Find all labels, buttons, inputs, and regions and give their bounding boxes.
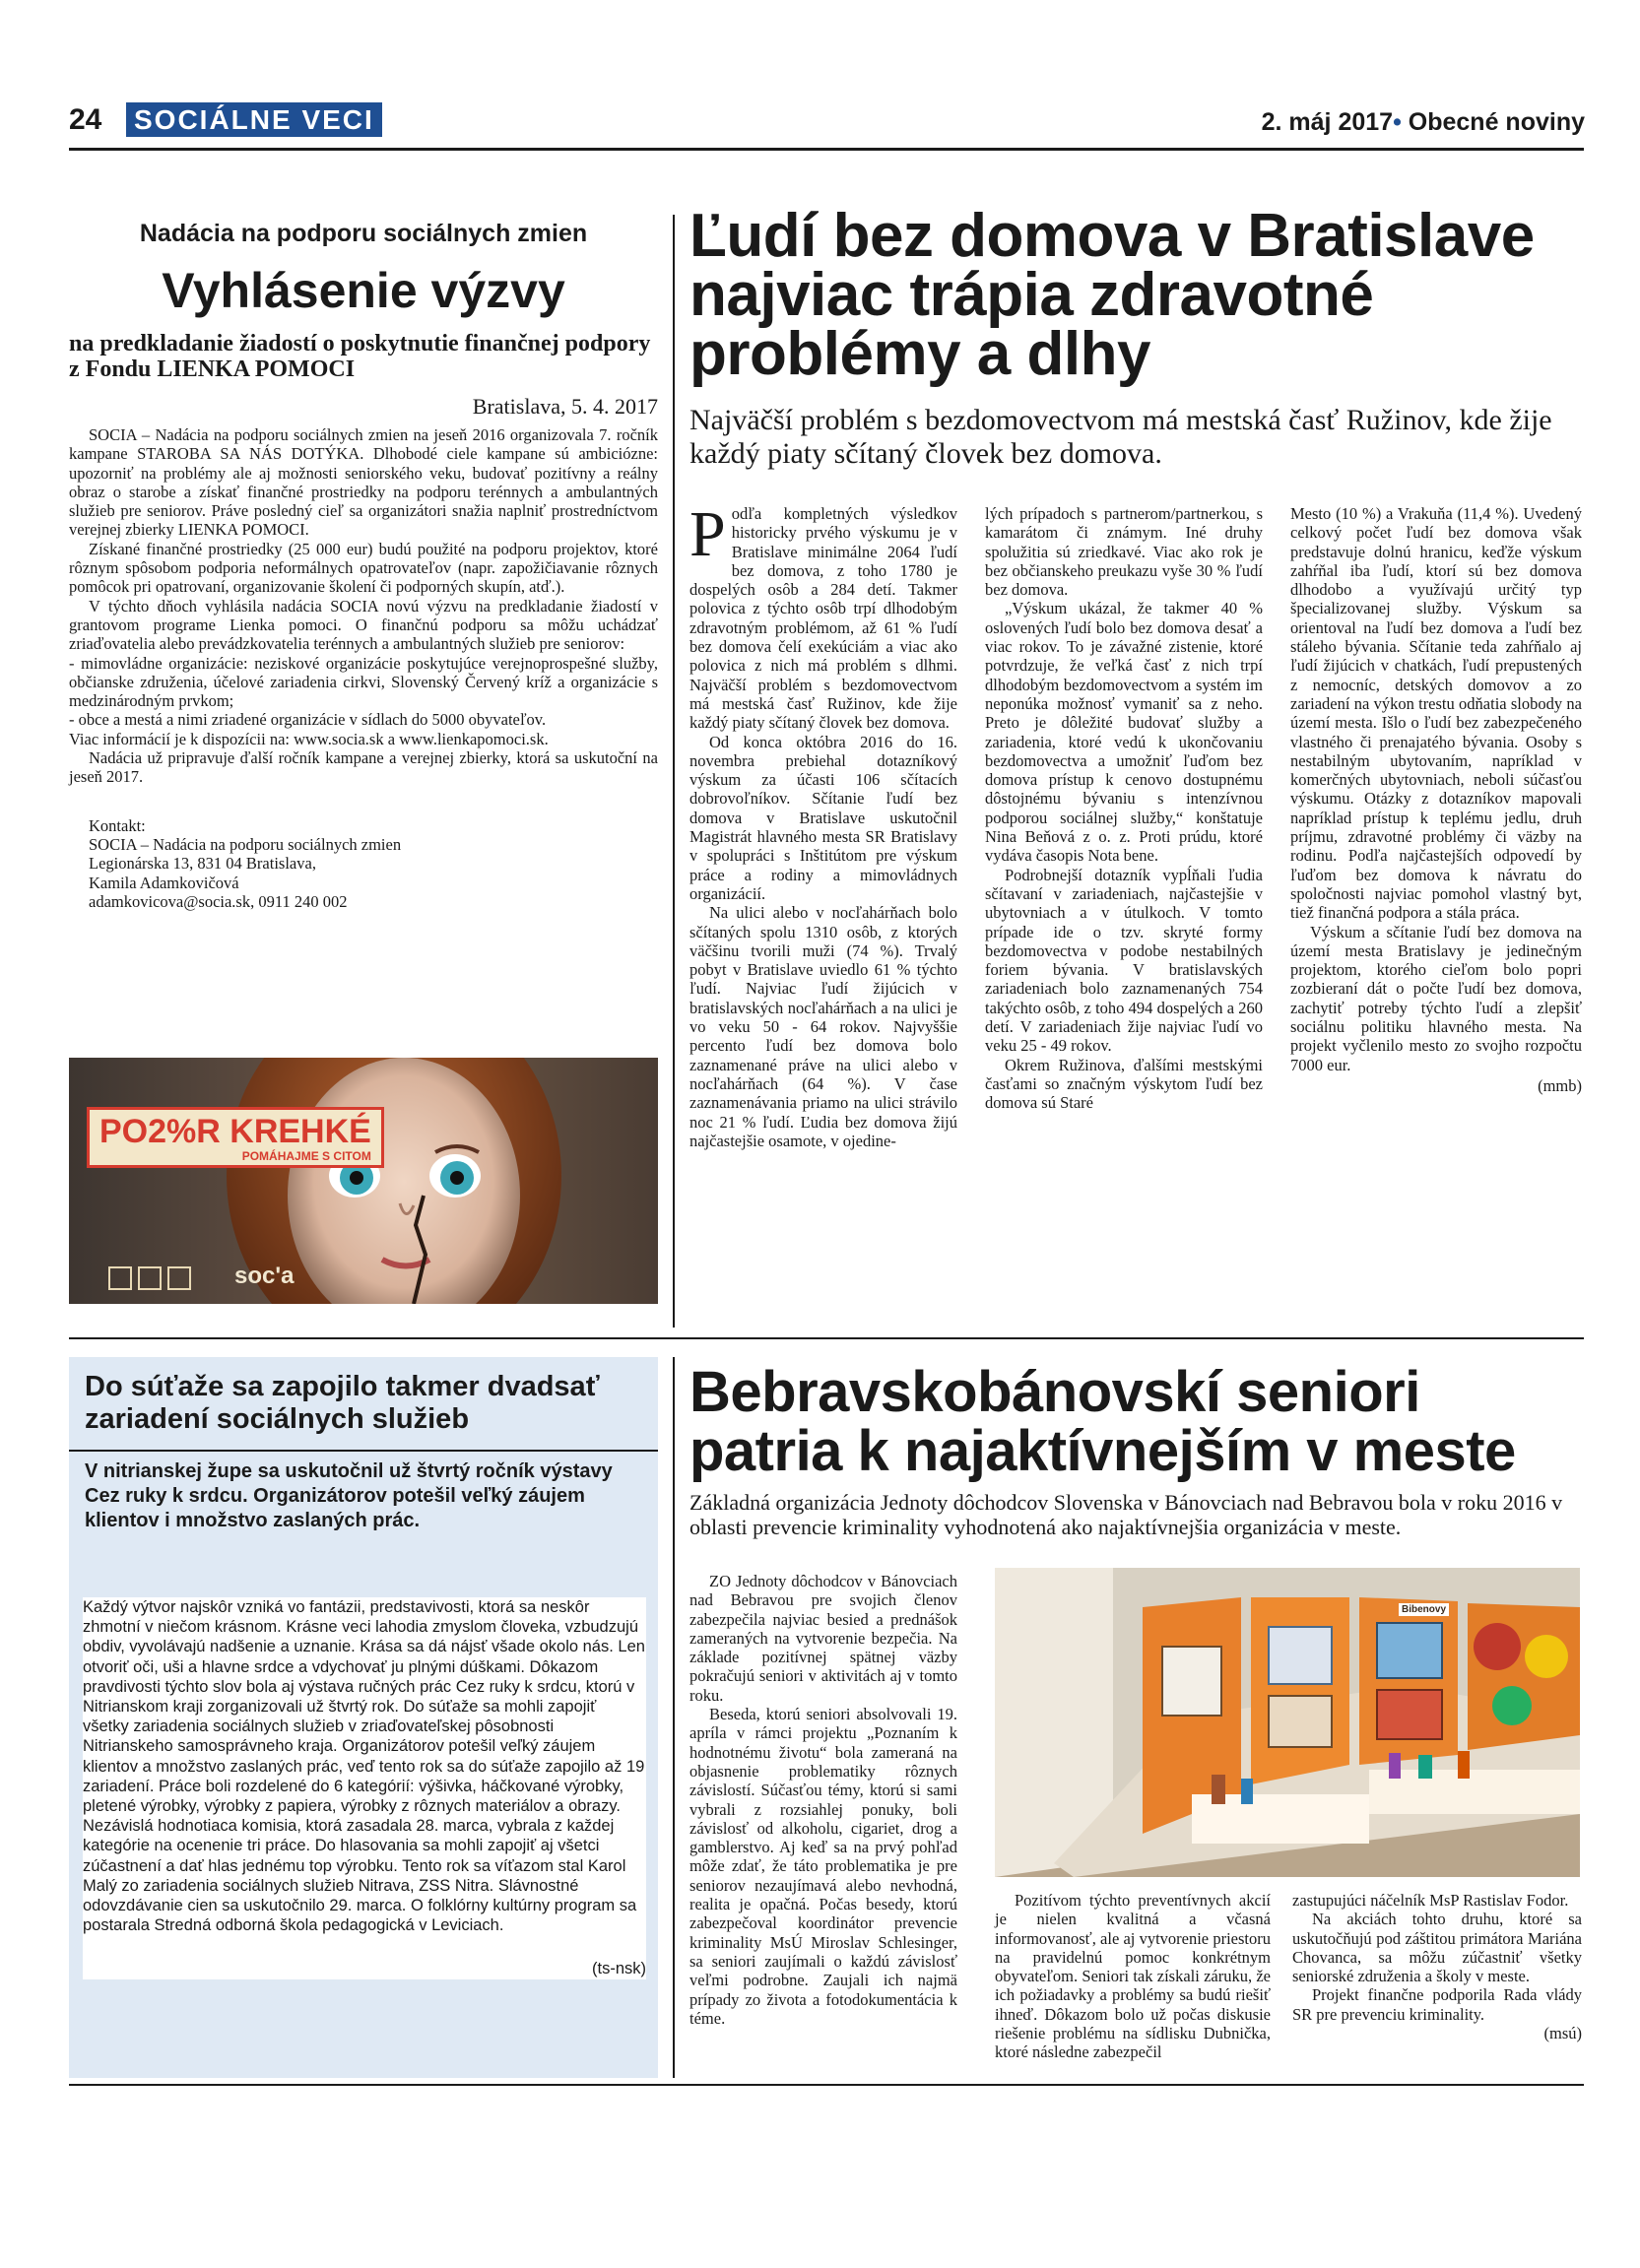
call-title: Vyhlásenie výzvy [162,263,565,318]
homeless-paragraph: Od konca októbra 2016 do 16. novembra prebiehal dotazníkový výskum za účasti 106 sčítacích dobrovoľníkov. Sčítanie ľudí bez domova v Bratislave uskutočnil Magistrát hlavného mesta SR Bratislavy v spolupráci s Inštitútom pre výskum práce a rodiny a mimovládnych organizácií. [689,732,957,903]
seniors-col-2 [995,1891,1271,2062]
exhibition-drawing [995,1568,1580,1877]
homeless-col-3 [1290,504,1582,1095]
issue-date: 2. máj 2017 [1261,108,1394,136]
campaign-ad-image [69,1058,658,1304]
contest-rule [69,1450,658,1452]
contest-paragraph: Každý výtvor najskôr vzniká vo fantázii, predstavivosti, ktorá sa neskôr zhmotní v niečom krásnom. Krásne veci lahodia zmyslom človeka, vzbudzujú obdiv, vyvolávajú nadšenie a uznanie. Krása sa dá nájsť všade okolo nás. Len otvoriť oči, uši a hlavne srdce a vdychovať ju plnými dúškami. Dôkazom pravdivosti týchto slov bola aj výstava ručných prác Cez ruky k srdcu, ktorú v Nitrianskom kraji zorganizovali už štvrtý rok. Do súťaže sa mohli zapojiť všetky zariadenia sociálnych služieb v zriaďovateľskej pôsobnosti Nitrianskeho samosprávneho kraja. Organizátorov potešil veľký záujem klientov a množstvo zaslaných prác, veď tento rok sa do súťaže zapojilo až 19 zariadení. Práce boli rozdelené do 6 kategórií: výšivka, háčkované výrobky, pletené výrobky, výrobky z papiera, výrobky z rôznych materiálov a obrazy. [83,1598,645,1816]
headline-line: Bebravskobánovskí seniori [689,1360,1420,1424]
call-paragraph: V týchto dňoch vyhlásila nadácia SOCIA novú výzvu na predkladanie žiadostí v grantovom programe Lienka pomoci. O finančnú podporu sa môžu uchádzať zriaďovatelia alebo prevádzkovatelia terénnych a ambulantných služieb pre seniorov: [69,596,658,654]
contact-line: Kontakt: [89,815,146,835]
headline-line: problémy a dlhy [689,320,1150,388]
seniors-headline [689,1360,1586,1483]
page-number: 24 [69,103,102,136]
contest-signature: (ts-nsk) [592,1960,646,1978]
ad-slogan: PO2%R KREHKÉ [99,1113,371,1150]
contact-line: adamkovicova@socia.sk, 0911 240 002 [89,891,348,911]
homeless-deck: Najväčší problém s bezdomovectvom má mestská časť Ružinov, kde žije každý piaty sčítaný človek bez domova. [689,404,1552,470]
homeless-paragraph: lých prípadoch s partnerom/partnerkou, s kamarátom či známym. Iné druhy spolužitia sú zriedkavé. Viac ako rok je bez občianskeho preukazu vyše 30 % ľudí bez domova. [985,504,1263,600]
header-rule [69,148,1584,151]
masthead-right [1262,108,1585,137]
seniors-signature: (msú) [1543,2024,1582,2043]
contest-lead: V nitrianskej župe sa uskutočnil už štvrtý ročník výstavy Cez ruky k srdcu. Organizátorov potešil veľký záujem klientov i množstvo zaslaných prác. [85,1460,613,1531]
homeless-signature: (mmb) [1538,1075,1582,1095]
call-info: Viac informácií je k dispozícii na: www.socia.sk a www.lienkapomoci.sk. [69,729,549,748]
seniors-col-3 [1292,1891,1582,2042]
drop-cap: P [689,498,726,570]
seniors-col-1 [689,1572,957,2028]
headline-line: patria k najaktívnejším v meste [689,1419,1516,1483]
contact-line: SOCIA – Nadácia na podporu sociálnych zmien [89,834,402,854]
homeless-paragraph: Okrem Ružinova, ďalšími mestskými časťami so značným výskytom ľudí bez domova sú Staré [985,1055,1263,1113]
seniors-paragraph: Pozitívom týchto preventívnych akcií je nielen kvalitná a včasná informovanosť, ale aj vytvorenie priestoru na pravidelnú pomoc konkrétnym obyvateľom. Seniori tak získali záruku, že ich požiadavky a problémy sa budú riešiť ihneď. Dôkazom bolo už počas diskusie riešenie problému na sídlisku Dubnička, ktoré následne zabezpečil [995,1891,1271,2062]
headline-line: najviac trápia zdravotné [689,261,1374,329]
home-icon [167,1266,191,1290]
homeless-paragraph: Výskum a sčítanie ľudí bez domova na území mesta Bratislavy je jedinečným projektom, ktorého cieľom bolo popri zozbieraní dát o počte ľudí bez domova, zachytiť potreby týchto ľudí a zlepšiť sociálnu politiku hlavného mesta. Na projekt vyčlenilo mesto zo svojho rozpočtu 7000 eur. [1290,922,1582,1074]
column-divider-bottom [673,1357,675,2078]
homeless-col-1 [689,498,957,1150]
contest-box [69,1357,658,2078]
contest-paragraph: Nezávislá hodnotiaca komisia, ktorá zasadala 28. marca, vybrala z každej kategórie na ocenenie tri práce. Do hlasovania sa mohli zapojiť aj všetci zúčastnení a dať hlas jednému top výrobku. Tento rok sa víťazom stal Karol Malý zo zariadenia sociálnych služieb Nitrava, ZSS Nitra. Slávnostné odovzdávanie cien sa uskutočnilo 29. marca. O folklórny kultúrny program sa postarala Stredná odborná škola pedagogická v Leviciach. [83,1817,637,1935]
ad-slogan-box [87,1107,384,1168]
footer-rule [69,2084,1584,2086]
homeless-paragraph: Na ulici alebo v nocľahárňach bolo sčítaných spolu 1310 osôb, z ktorých väčšinu tvorili muži (74 %). Trvalý pobyt v Bratislave uviedlo 61 % týchto ľudí. Najviac ľudí žijúcich v bratislavských nocľahárňach a na ulici je vo veku 50 - 64 rokov. Najvyššie percento ľudí bez domova bolo zaznamenané práve na ulici alebo v nocľahárňach (64 %). V čase zaznamenávania priamo na ulici strávilo noc 21 % ľudí. Ľudia bez domova žijú najčastejšie osamote, v ojedine- [689,903,957,1150]
seniors-paragraph: ZO Jednoty dôchodcov v Bánovciach nad Bebravou pre svojich členov zabezpečila najviac besied a prednášok zameraných na vytvorenie bezpečia. Na základe pozitívnej spätnej väzby pokračujú seniori v aktivitách aj v tomto roku. [689,1572,957,1705]
call-org-title: Nadácia na podporu sociálnych zmien [139,220,588,247]
ad-slogan-sub: POMÁHAJME S CITOM [241,1149,371,1163]
call-list-item: - obce a mestá a nimi zriadené organizácie v sídlach do 5000 obyvateľov. [69,710,547,730]
call-closing: Nadácia už pripravuje ďalší ročník kampane a verejnej zbierky, ktorá sa uskutoční na jeseň 2017. [69,748,658,787]
section-divider [69,1337,1584,1339]
care-icon [138,1266,162,1290]
call-paragraph: SOCIA – Nadácia na podporu sociálnych zmien na jeseň 2016 organizovala 7. ročník kampane STAROBA SA NÁS DOTÝKA. Dlhobodé ciele kampane sú ambiciózne: upozorniť na problémy ale aj možnosti seniorského veku, budovať pozitívny a reálny obraz o starobe a získať finančné prostriedky na podporu terénnych a ambulantných služieb pre seniorov. Práve posledný cieľ sa organizátori snažia naplniť prostredníctvom verejnej zbierky LIENKA POMOCI. [69,425,658,540]
homeless-headline [689,202,1586,388]
ad-icon-row [108,1266,191,1290]
homeless-paragraph: odľa kompletných výsledkov historicky prvého výskumu je v Bratislave minimálne 2064 ľudí bez domova, z toho 1780 je dospelých osôb a 284 detí. Takmer polovica z týchto osôb trpí dlhodobým zdravotným problémom, až 61 % ľudí bez domova čelí exekúciám a viac ako polovica z nich má problém s dlhmi. Najväčší problém s bezdomovectvom má mestská časť Ružinov, kde žije každý piaty sčítaný človek bez domova. [689,504,957,733]
column-divider-top [673,215,675,1328]
call-article [69,219,658,911]
seniors-deck: Základná organizácia Jednoty dôchodcov Slovenska v Bánovciach nad Bebravou bola v roku 2016 v oblasti prevencie kriminality vyhodnotená ako najaktívnejšia organizácia v meste. [689,1490,1563,1539]
elder-icon [108,1266,132,1290]
call-list-item: - mimovládne organizácie: neziskové organizácie poskytujúce verejnoprospešné služby, občianske združenia, účelové zariadenia cirkvi, Slovenský Červený kríž a organizácie s medzinárodným prvkom; [69,653,658,711]
homeless-paragraph: Podrobnejší dotazník vypĺňali ľudia sčítavaní v zariadeniach, najčastejšie v ubytovniach a v útulkoch. V tomto prípade ide o tzv. skryté formy bezdomovectva v podobe nestabilných foriem bývania. V bratislavských zariadeniach bolo zaznamenaných 754 takýchto osôb, z toho 494 dospelých a 260 detí. V zariadeniach žije najviac ľudí vo veku 25 - 49 rokov. [985,865,1263,1056]
homeless-col-2 [985,504,1263,1113]
ad-logo: soc'a [234,1263,295,1289]
contact-line: Legionárska 13, 831 04 Bratislava, [89,854,316,874]
call-dateline: Bratislava, 5. 4. 2017 [472,394,658,419]
seniors-paragraph: Projekt finančne podporila Rada vlády SR pre prevenciu kriminality. [1292,1985,1582,2024]
call-contact [69,816,658,911]
date-bullet: • [1393,108,1402,136]
call-paragraph: Získané finančné prostriedky (25 000 eur) budú použité na podporu projektov, ktoré rôznym spôsobom podporia neformálnych opatrovateľov (napr. zapožičiavanie rôznych pomôcok pri opatrovaní, organizovanie školení či podporných skupín, atď.). [69,539,658,597]
publication-name: Obecné noviny [1408,108,1585,136]
contest-headline: Do súťaže sa zapojilo takmer dvadsať zariadení sociálnych služieb [85,1371,600,1435]
homeless-paragraph: Mesto (10 %) a Vrakuňa (11,4 %). Uvedený celkový počet ľudí bez domova však predstavuje dolnú hranicu, keďže výskum zahŕňal iba ľudí, ktorí sú bez domova dlhodobo a využívajú určitý typ špecializovanej služby. Výskum sa orientoval na ľudí bez domova a ľudí bez stáleho bývania. Sčítanie teda zahŕňalo aj ľudí žijúcich v chatkách, ľudí prepustených z nemocníc, detských domovov a zo zariadení na výkon trestu odňatia slobody na území mesta. Išlo o ľudí bez zabezpečeného vlastného či prenajatého bývania. Osoby s nestabilným ubytovaním, napríklad v komerčných ubytovniach, neboli súčasťou výskumu. Otázky z dotazníkov mapovali napríklad prístup k teplému jedlu, druh príjmu, zdravotné problémy či väzby na rodinu. Podľa najčastejších odpovedí by ľuďom bez domova k návratu do spoločnosti najviac pomohol vlastný byt, tiež finančná podpora a stála práca. [1290,504,1582,923]
call-body [69,425,658,787]
seniors-paragraph: zastupujúci náčelník MsP Rastislav Fodor. [1292,1891,1569,1910]
contest-body [83,1597,646,1979]
headline-line: Ľudí bez domova v Bratislave [689,202,1535,270]
contact-line: Kamila Adamkovičová [89,873,239,892]
seniors-paragraph: Beseda, ktorú seniori absolvovali 19. apríla v rámci projektu „Poznaním k hodnotnému životu“ bola zameraná na objasnenie problematiky rôznych závislostí. Súčasťou témy, ktorú si sami vybrali z rozsiahlej ponuky, boli závislosť od alkoholu, cigariet, drog a gamblerstvo. Aj keď sa na prvý pohľad môže zdať, že táto problematika je pre seniorov nezaujímavá alebo nevhodná, realita je opačná. Počas besedy, ktorú zabezpečoval koordinátor prevencie kriminality MsÚ Miroslav Schlesinger, sa seniori zaujímali o každú závislosť veľmi podrobne. Zaujali ich najmä prípady zo života a fotodokumentácia k téme. [689,1705,957,2028]
section-label: SOCIÁLNE VECI [126,102,382,137]
exhibition-sign: Bibenovy [1399,1603,1449,1616]
exhibition-photo [995,1568,1580,1877]
homeless-paragraph: „Výskum ukázal, že takmer 40 % oslovených ľudí bolo bez domova desať a viac rokov. To je závažné zistenie, ktoré potvrdzuje, že veľká časť z nich trpí dlhodobým bezdomovectvom a systém im neponúka možnosť vymaniť sa z neho. Preto je dôležité budovať služby a zariadenia, ktoré vedú k ukončovaniu bezdomovectva a umožniť ľuďom bez domova prístup k cenovo dostupnému dôstojnému bývaniu s intenzívnou podporou sociálnej služby,“ konštatuje Nina Beňová z o. z. Proti prúdu, ktoré vydáva časopis Nota bene. [985,599,1263,866]
seniors-paragraph: Na akciách tohto druhu, ktoré sa uskutočňujú pod záštitou primátora Mariána Chovanca, sa môžu zúčastniť všetky seniorské združenia a školy v meste. [1292,1910,1582,1986]
call-subtitle: na predkladanie žiadostí o poskytnutie finančnej podpory z Fondu LIENKA POMOCI [69,331,651,382]
